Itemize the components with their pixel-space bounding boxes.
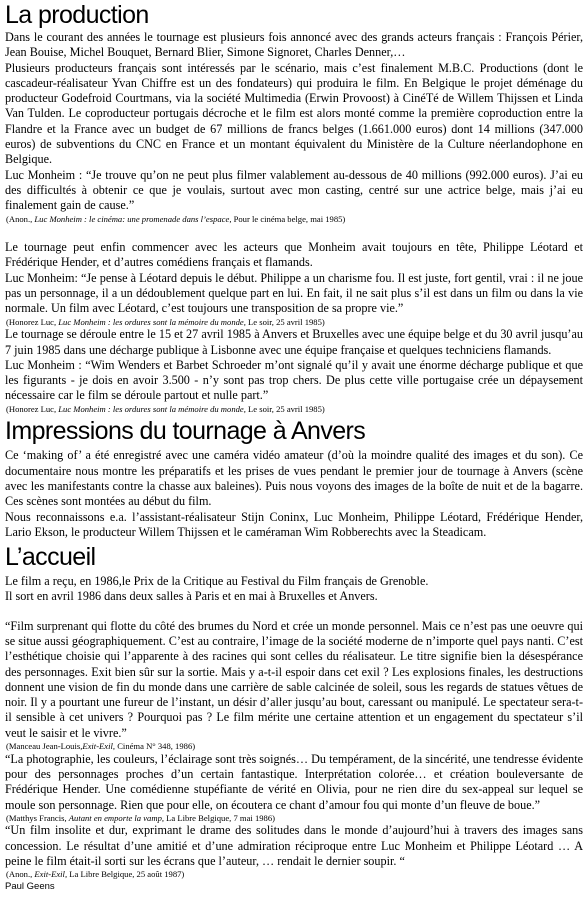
paragraph: Plusieurs producteurs français sont intéressés par le scénario, mais c’est finalement M.B.C. Productions (dont le cascadeur-réalisateur Yvan Chiffre est un des fondateurs) qui produira le film. En Belgique le projet déménage du producteur Godefroid Courtmans, via la société Multimedia (Erwin Provoost) à CinéTé de Willem Thijssen et Linda Van Tulden. Le coproducteur portugais décroche et le film est alors monté comme la première coproduction entre la Flandre et la France avec un budget de 67 millions de francs belges (1.661.000 euros) dont 14 millions (347.000 euros) de subventions du CNC en France et un montant équivalent du Ministère de la Culture néerlandophone en Belgique. [5, 60, 583, 167]
section-title-impressions: Impressions du tournage à Anvers [5, 417, 366, 446]
paragraph: Il sort en avril 1986 dans deux salles à Paris et en mai à Bruxelles et Anvers. [5, 589, 378, 604]
source-citation [6, 813, 583, 824]
quote-paragraph: Luc Monheim: “Je pense à Léotard depuis le début. Philippe a un charisme fou. Il est juste, fort gentil, vrai : il ne joue pas un personnage, il a un dédoublement quelque part en lui. En fait, il ne sait plus s’il est dans un film ou dans la vie normale. Un film avec Léotard, c’est toujours une transposition de sa propre vie.” [5, 270, 583, 316]
citation-author: (Manceau Jean-Louis, [6, 741, 83, 752]
citation-publication: Le soir, 25 avril 1985) [245, 316, 325, 327]
article [5, 0, 583, 893]
citation-title: Luc Monheim : les ordures sont la mémoire du monde, [58, 316, 246, 327]
citation-title: Autant en emporte la vamp, [68, 812, 165, 823]
section-production [5, 0, 583, 414]
section-title-accueil: L’accueil [5, 543, 96, 572]
paragraph: Ce ‘making of’ a été enregistré avec une caméra vidéo amateur (d’où la moindre qualité des images et du son). Ce documentaire nous montre les préparatifs et les prises de vues pendant le premier jour de tournage à Anvers (scène avec les manifestants contre la chasse aux baleines). Puis nous voyons des images de la boîte de nuit et de la bagarre. Ces scènes sont montées au début du film. [5, 448, 583, 509]
section-impressions [5, 416, 583, 540]
paragraph: Dans le courant des années le tournage est plusieurs fois annoncé avec des grands acteurs français : François Périer, Jean Bouise, Michel Bouquet, Bernard Blier, Simone Signoret, Charles Denner,… [5, 30, 583, 60]
review-quote: “Film surprenant qui flotte du côté des brumes du Nord et crée un monde personnel. Mais ce n’est pas une oeuvre qui se situe aussi géographiquement. C’est au contraire, l’image de la société moderne de n’importe quel pays nanti. C’est l’esthétique choisie qui l’apparente à des racines qui sont celles du réalisateur. Le titre signifie bien la désespérance des personnages. Exit bien sûr sur la sortie. Mais y a-t-il espoir dans cet exil ? Les explosions finales, les destructions donnent une vision de fin du monde dans une carrière de sable calcinée de soleil, sous les regards de statues vêtues de noir. Il y a pourtant une fureur de l’instant, un désir d’aller jusqu’au bout, caressant ou manipulé. Le spectateur sera-t-il sensible à cet univers ? Pourquoi pas ? Le film mérite une certaine attention et un engagement du spectateur s’il veut le saisir et le vivre.” [5, 618, 583, 740]
source-citation [6, 317, 583, 328]
citation-author: (Matthys Francis, [6, 812, 69, 823]
spacer [5, 605, 583, 619]
paragraph: Le tournage se déroule entre le 15 et 27 avril 1985 à Anvers et Bruxelles avec une équipe belge et du 30 avril jusqu’au 7 juin 1985 dans une décharge publique à Lisbonne avec une équipe française et quelques techniciens flamands. [5, 327, 583, 357]
citation-title: Exit-Exil, [34, 869, 68, 880]
citation-author: (Anon., [6, 213, 35, 224]
paragraph: Le film a reçu, en 1986,le Prix de la Critique au Festival du Film français de Grenoble. [5, 574, 429, 589]
section-accueil [5, 542, 583, 893]
source-citation [6, 741, 583, 752]
citation-publication: , Cinéma N° 348, 1986) [112, 741, 196, 752]
citation-publication: La Libre Belgique, 25 août 1987) [67, 869, 185, 880]
quote-paragraph: Luc Monheim : “Wim Wenders et Barbet Schroeder m’ont signalé qu’il y avait une énorme décharge publique et que les figurants - je dois en avoir 3.500 - n’y sont pas trop chers. De plus cette ville portugaise crée un dépaysement nécessaire car le film se déroule partout et nulle part.” [5, 357, 583, 403]
quote-paragraph: Luc Monheim : “Je trouve qu’on ne peut plus filmer valablement au-dessous de 40 millions (992.000 euros). J’ai eu des difficultés à obtenir ce que je voulais, surtout avec mon casting, centré sur une actrice belge, mais j’ai eu finalement gain de cause.” [5, 167, 583, 213]
citation-title: Exit-Exil [82, 741, 113, 752]
citation-title: Luc Monheim : le cinéma: une promenade dans l’espace [34, 213, 230, 224]
spacer [5, 224, 583, 240]
paragraph: Nous reconnaissons e.a. l’assistant-réalisateur Stijn Coninx, Luc Monheim, Philippe Léotard, Frédérique Hender, Lario Ekson, le producteur Willem Thijssen et le caméraman Wim Robberechts avec la Steadicam. [5, 509, 583, 539]
source-citation [6, 869, 583, 880]
review-quote: “Un film insolite et dur, exprimant le drame des solitudes dans le monde d’aujourd’hui à travers des images sans concession. Le résultat d’une amitié et d’une admiration réciproque entre Luc Monheim et Philippe Léotard … A peine le film était-il sorti sur les écrans que l’auteur, … rendait le dernier soupir. “ [5, 823, 583, 869]
author-signature: Paul Geens [5, 880, 55, 892]
citation-publication: La Libre Belgique, 7 mai 1986) [164, 812, 275, 823]
citation-title: Luc Monheim : les ordures sont la mémoire du monde, [58, 403, 246, 414]
citation-author: (Honorez Luc, [6, 316, 59, 327]
paragraph: Le tournage peut enfin commencer avec les acteurs que Monheim avait toujours en tête, Philippe Léotard et Frédérique Hender, et d’autres comédiens français et flamands. [5, 240, 583, 270]
citation-author: (Anon., [6, 869, 35, 880]
source-citation [6, 404, 583, 415]
citation-author: (Honorez Luc, [6, 403, 59, 414]
citation-publication: Le soir, 25 avril 1985) [245, 403, 325, 414]
source-citation [6, 214, 583, 225]
review-quote: “La photographie, les couleurs, l’éclairage sont très soignés… Du tempérament, de la sincérité, une tendresse évidente pour des personnages proches d’un certain fantastique. Interprétation colorée… et création bouleversante de Frédérique Hender. Une comédienne stupéfiante de vérité en Olivia, pour ne rien dire du sex-appeal sur lequel se moule son personnage. Rien que pour elle, on écoutera ce chant d’amour fou qui monte d’un fleuve de boue.” [5, 751, 583, 812]
citation-publication: , Pour le cinéma belge, mai 1985) [229, 213, 346, 224]
section-title-production: La production [5, 1, 149, 29]
